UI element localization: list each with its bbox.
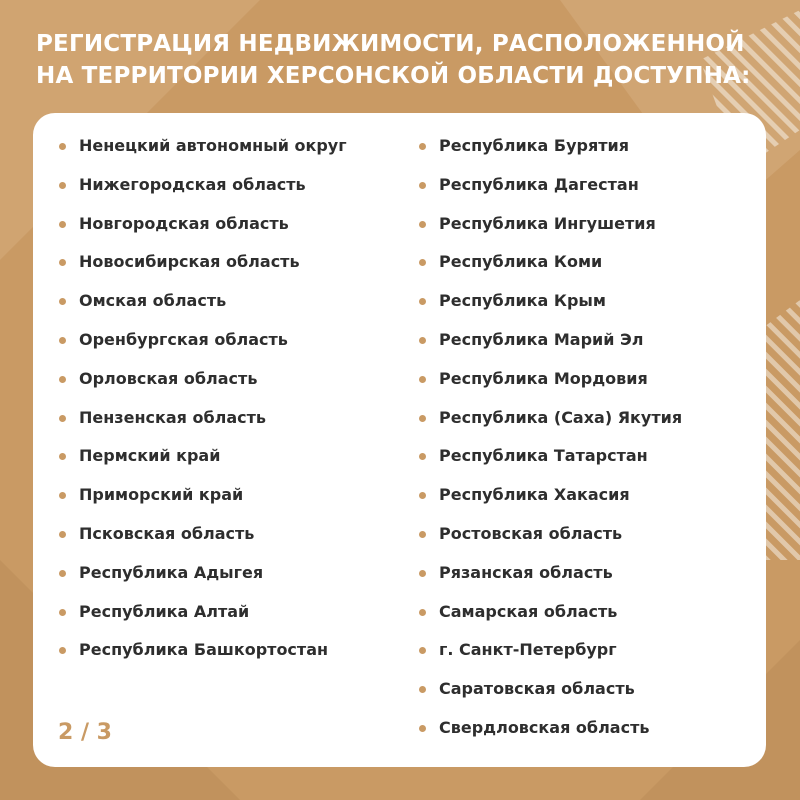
region-list-item: Оренбургская область: [59, 327, 347, 366]
stripes-right: [760, 300, 800, 560]
region-list-item: Рязанская область: [419, 560, 682, 599]
region-list-item: Республика Марий Эл: [419, 327, 682, 366]
regions-list-left: [59, 133, 347, 676]
region-list-item: Приморский край: [59, 482, 347, 521]
region-list-item: Республика Мордовия: [419, 366, 682, 405]
region-list-item: Новгородская область: [59, 211, 347, 250]
region-list-item: г. Санкт-Петербург: [419, 637, 682, 676]
region-list-item: Республика Дагестан: [419, 172, 682, 211]
region-list-item: Ненецкий автономный округ: [59, 133, 347, 172]
region-list-item: Саратовская область: [419, 676, 682, 715]
title-line-2: НА ТЕРРИТОРИИ ХЕРСОНСКОЙ ОБЛАСТИ ДОСТУПНА:: [36, 63, 751, 89]
region-list-item: Омская область: [59, 288, 347, 327]
region-list-item: Республика Адыгея: [59, 560, 347, 599]
regions-list-right: [419, 133, 682, 754]
region-list-item: Республика Башкортостан: [59, 637, 347, 676]
region-list-item: Орловская область: [59, 366, 347, 405]
region-list-item: Новосибирская область: [59, 249, 347, 288]
region-list-item: Нижегородская область: [59, 172, 347, 211]
region-list-item: Республика Ингушетия: [419, 211, 682, 250]
region-list-item: Самарская область: [419, 599, 682, 638]
page-indicator: 2 / 3: [58, 720, 112, 745]
region-list-item: Республика Крым: [419, 288, 682, 327]
region-list-item: Республика Татарстан: [419, 443, 682, 482]
region-list-item: Республика Хакасия: [419, 482, 682, 521]
region-list-item: Пермский край: [59, 443, 347, 482]
region-list-item: Республика Алтай: [59, 599, 347, 638]
page-title: [36, 28, 776, 92]
region-list-item: Свердловская область: [419, 715, 682, 754]
region-list-item: Псковская область: [59, 521, 347, 560]
title-line-1: РЕГИСТРАЦИЯ НЕДВИЖИМОСТИ, РАСПОЛОЖЕННОЙ: [36, 31, 745, 57]
region-list-item: Республика (Саха) Якутия: [419, 405, 682, 444]
regions-card: [33, 113, 766, 767]
region-list-item: Ростовская область: [419, 521, 682, 560]
region-list-item: Республика Бурятия: [419, 133, 682, 172]
region-list-item: Республика Коми: [419, 249, 682, 288]
region-list-item: Пензенская область: [59, 405, 347, 444]
